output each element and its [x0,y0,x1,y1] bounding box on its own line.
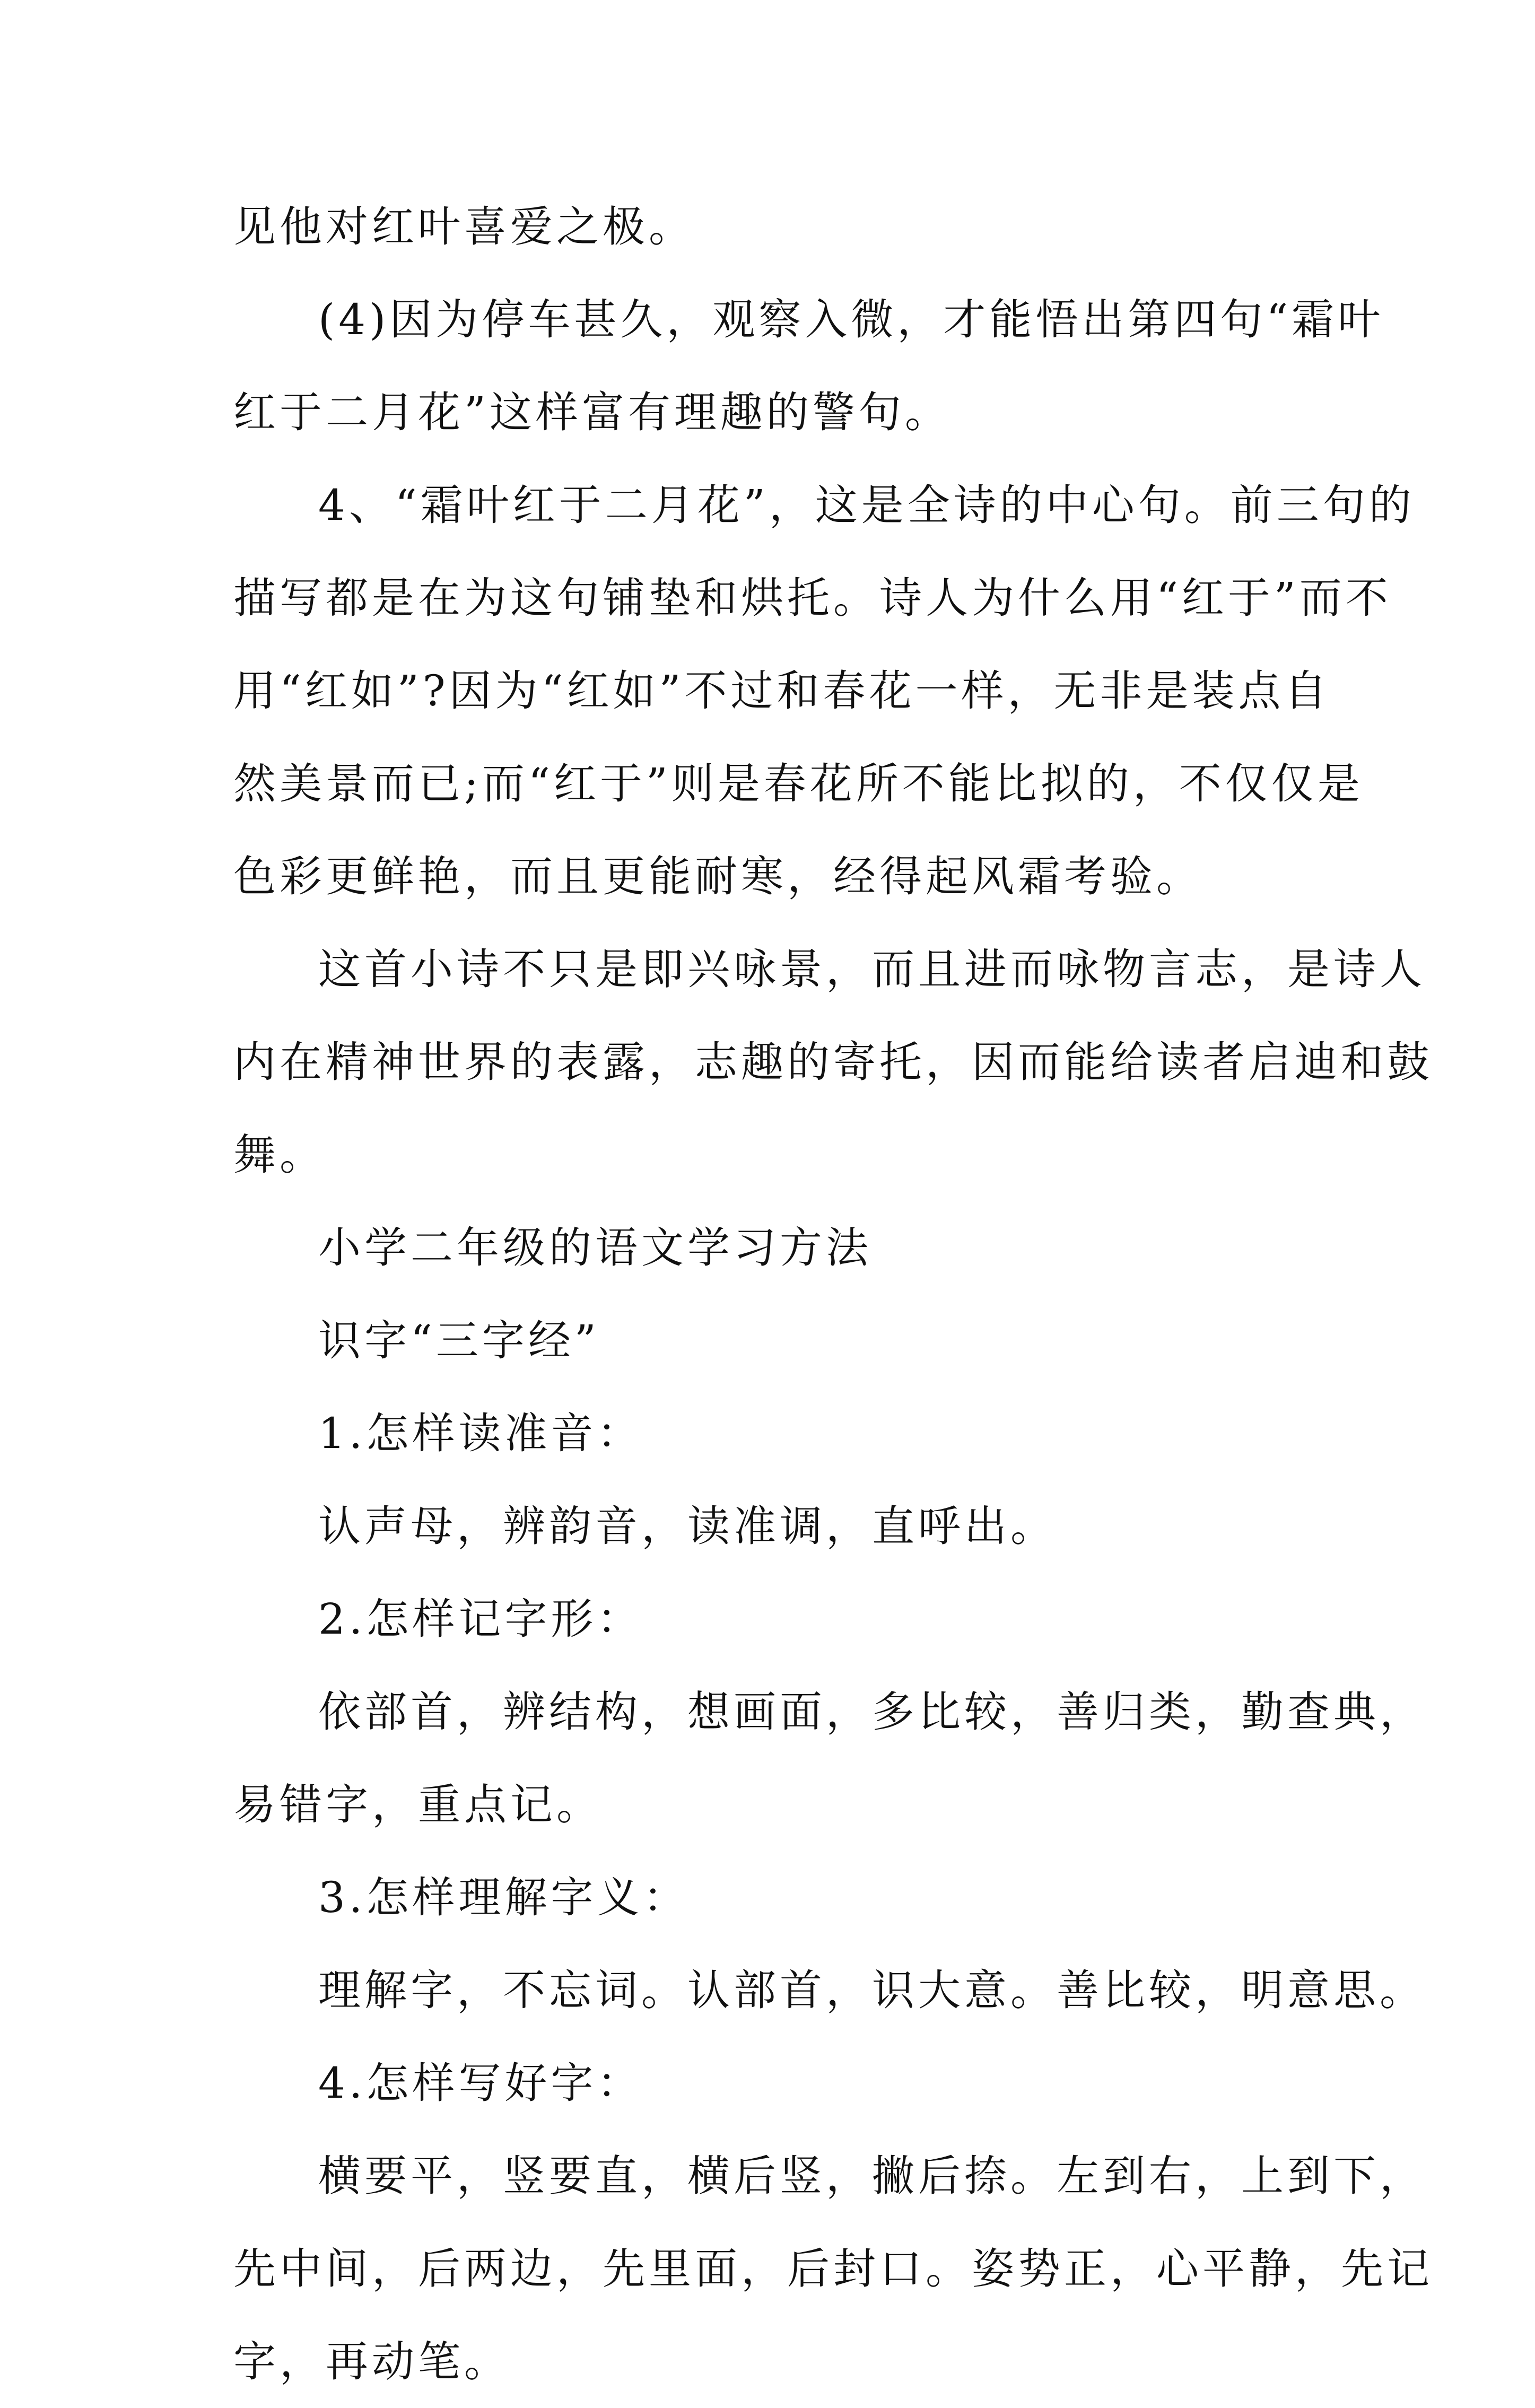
text-line: 认声母，辨韵音，读准调，直呼出。 [318,1502,1057,1551]
text-line: 见他对红叶喜爱之极。 [233,202,695,251]
section-heading: 小学二年级的语文学习方法 [318,1223,872,1272]
text-line: 舞。 [233,1130,326,1180]
text-line: 依部首，辨结构，想画面，多比较，善归类，勤查典， [318,1687,1426,1737]
text-line: 描写都是在为这句铺垫和烘托。诗人为什么用“红于”而不 [233,573,1392,623]
text-line: 然美景而已;而“红于”则是春花所不能比拟的，不仅仅是 [233,759,1364,808]
list-item-heading: 2.怎样记字形： [318,1594,643,1644]
subsection-heading: 识字“三字经” [318,1316,600,1365]
document-body [233,180,1433,2408]
text-line: 理解字，不忘词。认部首，识大意。善比较，明意思。 [318,1966,1426,2015]
text-line: 内在精神世界的表露，志趣的寄托，因而能给读者启迪和鼓 [233,1037,1433,1087]
list-item-heading: 3.怎样理解字义： [318,1873,690,1922]
text-line: 红于二月花”这样富有理趣的警句。 [233,388,951,437]
text-line: 字，再动笔。 [233,2337,510,2386]
text-line: (4)因为停车甚久，观察入微，才能悟出第四句“霜叶 [318,295,1384,344]
text-line: 横要平，竖要直，横后竖，撇后捺。左到右，上到下， [318,2151,1426,2201]
list-item-heading: 4.怎样写好字： [318,2058,643,2108]
text-line: 这首小诗不只是即兴咏景，而且进而咏物言志，是诗人 [318,945,1426,994]
text-line: 先中间，后两边，先里面，后封口。姿势正，心平静，先记 [233,2244,1433,2293]
text-line: 色彩更鲜艳，而且更能耐寒，经得起风霜考验。 [233,852,1202,901]
text-line: 4、“霜叶红于二月花”，这是全诗的中心句。前三句的 [318,481,1415,530]
text-line: 用“红如”?因为“红如”不过和春花一样，无非是装点自 [233,666,1331,716]
list-item-heading: 1.怎样读准音： [318,1409,643,1458]
text-line: 易错字，重点记。 [233,1780,603,1829]
